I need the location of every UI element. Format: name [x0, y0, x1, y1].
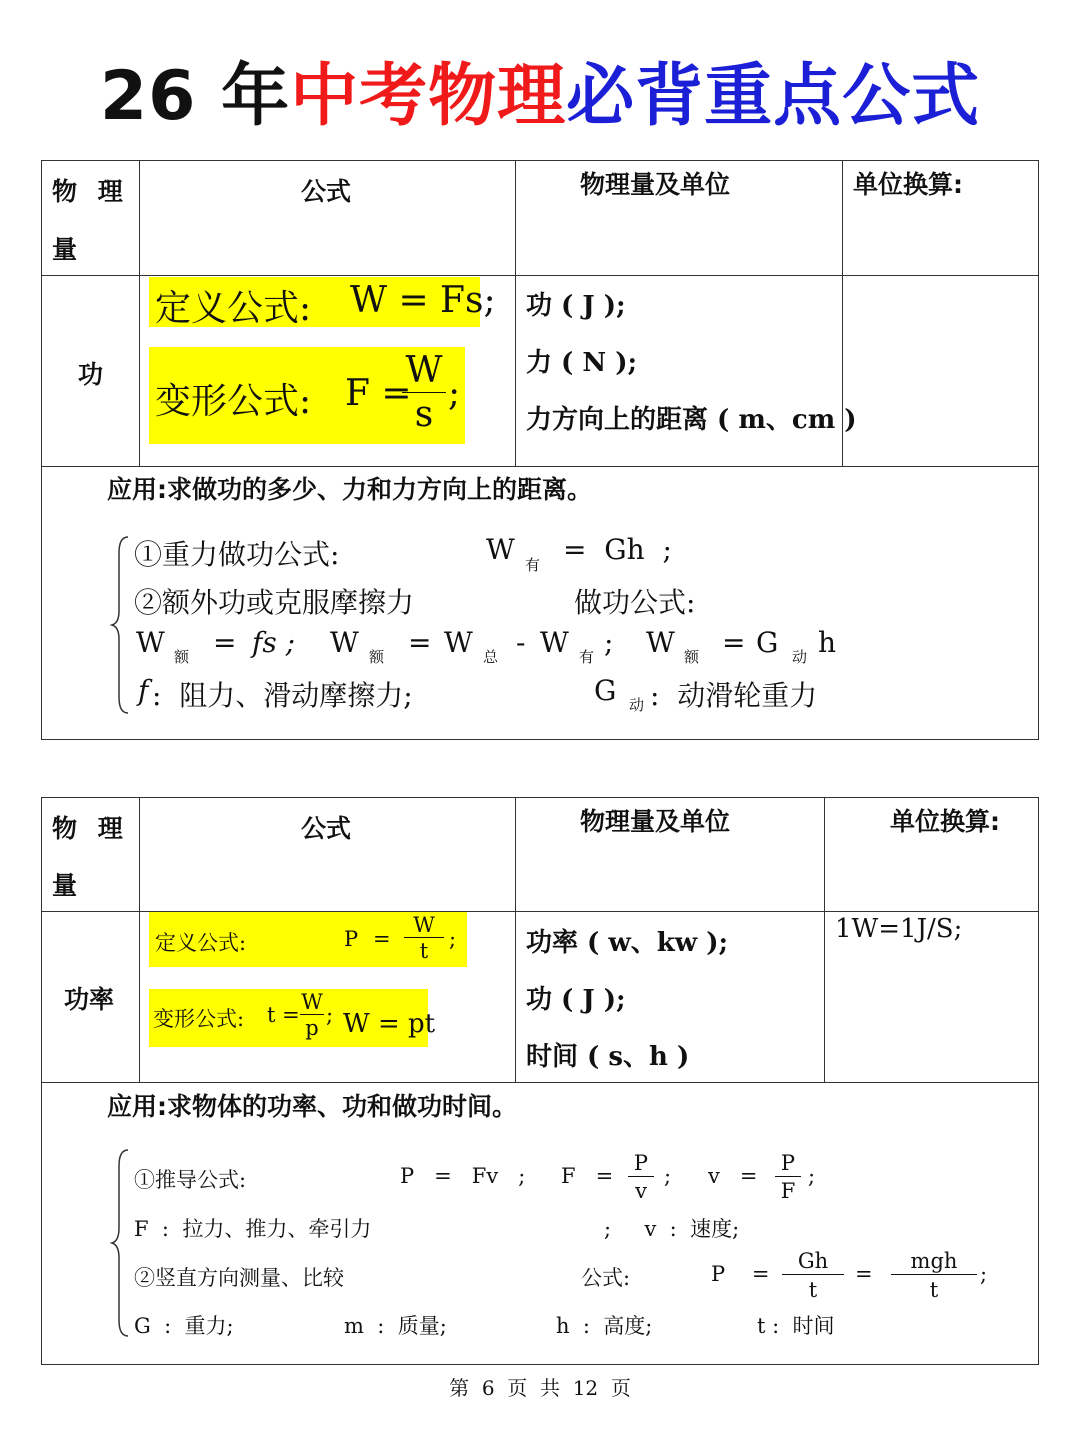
app2-line1-semi1: ; — [664, 1164, 672, 1188]
quantity-power: 功率 — [64, 985, 115, 1014]
fraction-denominator: p — [305, 1016, 319, 1040]
app1-line3-sub5: 额 — [684, 648, 700, 666]
fraction-numerator: W — [405, 350, 443, 391]
var2-formula-fraction — [300, 990, 324, 1041]
app1-line4-sub: 动 — [629, 696, 645, 714]
var-formula-fraction — [402, 350, 446, 437]
app1-line2-label: ②额外功或克服摩擦力 — [134, 586, 415, 619]
app2-line1-P: P = Fv ; — [400, 1164, 526, 1188]
app2-line1-F: F = — [561, 1164, 614, 1188]
application-work: 应用:求做功的多少、力和力方向上的距离。 — [107, 475, 592, 504]
app1-line3-sub3: 总 — [483, 648, 499, 666]
app1-line4-f: f — [138, 674, 149, 707]
app1-line3-W3: W — [444, 626, 473, 659]
fraction-numerator: Gh — [797, 1249, 829, 1273]
app2-line3-fraction2 — [891, 1248, 977, 1305]
app1-line3-sub1: 额 — [174, 648, 190, 666]
unit-work: 功 ( J ); — [526, 291, 626, 321]
fraction-denominator: t — [808, 1278, 818, 1302]
app1-line3-minus: - — [516, 626, 526, 659]
app1-line3-eq1: = — [213, 626, 237, 659]
app1-line3-eq3: = — [722, 626, 746, 659]
app1-line1-W: W — [486, 533, 515, 566]
def2-formula-tail: ; — [449, 927, 457, 951]
fraction-numerator: W — [413, 913, 435, 937]
app2-line3-semi: ; — [980, 1262, 988, 1286]
app1-line3-W5: W — [646, 626, 675, 659]
var2-formula-label: 变形公式: — [153, 1007, 245, 1031]
unit-time: 时间 ( s、h ) — [526, 1042, 690, 1072]
app2-line4-h: h : 高度; — [556, 1314, 653, 1338]
header2-formula: 公式 — [301, 814, 352, 843]
def2-formula-P: P — [344, 927, 359, 951]
app1-line3-h: h — [818, 626, 837, 659]
header2-quantity-cont: 量 — [52, 871, 78, 900]
header2-quantity: 物 理 — [52, 814, 129, 843]
title-part-year: 26 年 — [99, 57, 291, 136]
app2-line3-eq: = — [855, 1262, 873, 1286]
app1-line3-semi: ; — [604, 626, 614, 659]
var-formula-label: 变形公式: — [155, 381, 312, 422]
header-conversion: 单位换算: — [853, 170, 963, 199]
header2-conversion: 单位换算: — [890, 807, 1000, 836]
app1-line1-sub: 有 — [525, 556, 541, 574]
app2-line1-F-fraction — [628, 1150, 654, 1205]
header-quantity: 物 理 — [52, 177, 129, 206]
header-units: 物理量及单位 — [580, 170, 731, 199]
app1-line3-W4: W — [540, 626, 569, 659]
app2-line4-m: m : 质量; — [344, 1314, 447, 1338]
app1-line2-right: 做功公式: — [574, 586, 696, 619]
app2-line4-t: t : 时间 — [757, 1314, 835, 1338]
var-formula-tail: ; — [448, 373, 461, 414]
header2-units: 物理量及单位 — [580, 807, 731, 836]
app2-line4-G: G : 重力; — [134, 1314, 234, 1338]
def2-formula-fraction — [404, 913, 444, 964]
title-part-topic: 必背重点公式 — [566, 57, 981, 136]
app1-line3-W1: W — [136, 626, 165, 659]
fraction-denominator: F — [780, 1179, 796, 1203]
conversion-power: 1W=1J/S; — [835, 914, 963, 944]
application-power: 应用:求物体的功率、功和做功时间。 — [107, 1092, 517, 1121]
header-formula: 公式 — [301, 177, 352, 206]
app2-line1-v-fraction — [775, 1150, 801, 1205]
app1-line4-text2: : 动滑轮重力 — [650, 679, 818, 712]
header-quantity-cont: 量 — [52, 235, 78, 264]
app2-line2-right: ; v : 速度; — [604, 1217, 740, 1241]
app1-line1-label: ①重力做功公式: — [134, 538, 340, 571]
app2-line3-mid: 公式: — [581, 1266, 631, 1290]
app1-line3-sub6: 动 — [792, 648, 808, 666]
app1-line3-eq2: = — [408, 626, 432, 659]
quantity-work: 功 — [78, 360, 104, 389]
page-footer: 第 6 页 共 12 页 — [449, 1376, 631, 1400]
unit-distance: 力方向上的距离 ( m、cm ) — [526, 405, 857, 435]
app1-line1-rest: = Gh ; — [563, 533, 672, 566]
brace-work — [110, 535, 134, 715]
unit-work2: 功 ( J ); — [526, 985, 626, 1015]
fraction-denominator: s — [414, 394, 434, 435]
unit-power: 功率 ( w、kw ); — [526, 928, 729, 958]
def2-formula-label: 定义公式: — [155, 931, 247, 955]
fraction-numerator: mgh — [910, 1249, 958, 1273]
def2-formula-eq: = — [373, 927, 391, 951]
def-formula: W = Fs; — [350, 280, 496, 321]
app2-line1-v: v = — [708, 1164, 758, 1188]
app1-line3-sub4: 有 — [579, 648, 595, 666]
fraction-denominator: t — [419, 939, 429, 963]
fraction-denominator: v — [635, 1179, 647, 1203]
var-formula-lhs: F = — [345, 373, 412, 414]
app1-line3-W2: W — [330, 626, 359, 659]
page-title — [0, 52, 1080, 142]
app2-line2-left: F : 拉力、推力、牵引力 — [134, 1217, 372, 1241]
fraction-numerator: W — [301, 990, 323, 1014]
app1-line4-text: : 阻力、滑动摩擦力; — [152, 679, 413, 712]
def-formula-label: 定义公式: — [155, 288, 312, 329]
fraction-denominator: t — [929, 1278, 939, 1302]
app1-line3-G: G — [756, 626, 779, 659]
var2-formula-W: W = pt — [343, 1009, 436, 1039]
var2-formula-t: t = — [267, 1003, 300, 1027]
app1-line3-fs: fs ; — [252, 626, 296, 659]
fraction-numerator: P — [633, 1151, 649, 1175]
app2-line3-P: P = — [711, 1262, 770, 1286]
app2-line1-semi2: ; — [808, 1164, 816, 1188]
app2-line1-label: ①推导公式: — [134, 1168, 247, 1192]
app1-line3-sub2: 额 — [369, 648, 385, 666]
app1-line4-G: G — [594, 674, 617, 707]
fraction-numerator: P — [780, 1151, 796, 1175]
app2-line3-fraction1 — [782, 1248, 844, 1305]
app2-line3-label: ②竖直方向测量、比较 — [134, 1266, 344, 1290]
var2-formula-tail: ; — [326, 1003, 334, 1027]
unit-force: 力 ( N ); — [526, 348, 638, 378]
title-part-subject: 中考物理 — [290, 57, 567, 136]
brace-power — [110, 1148, 134, 1338]
